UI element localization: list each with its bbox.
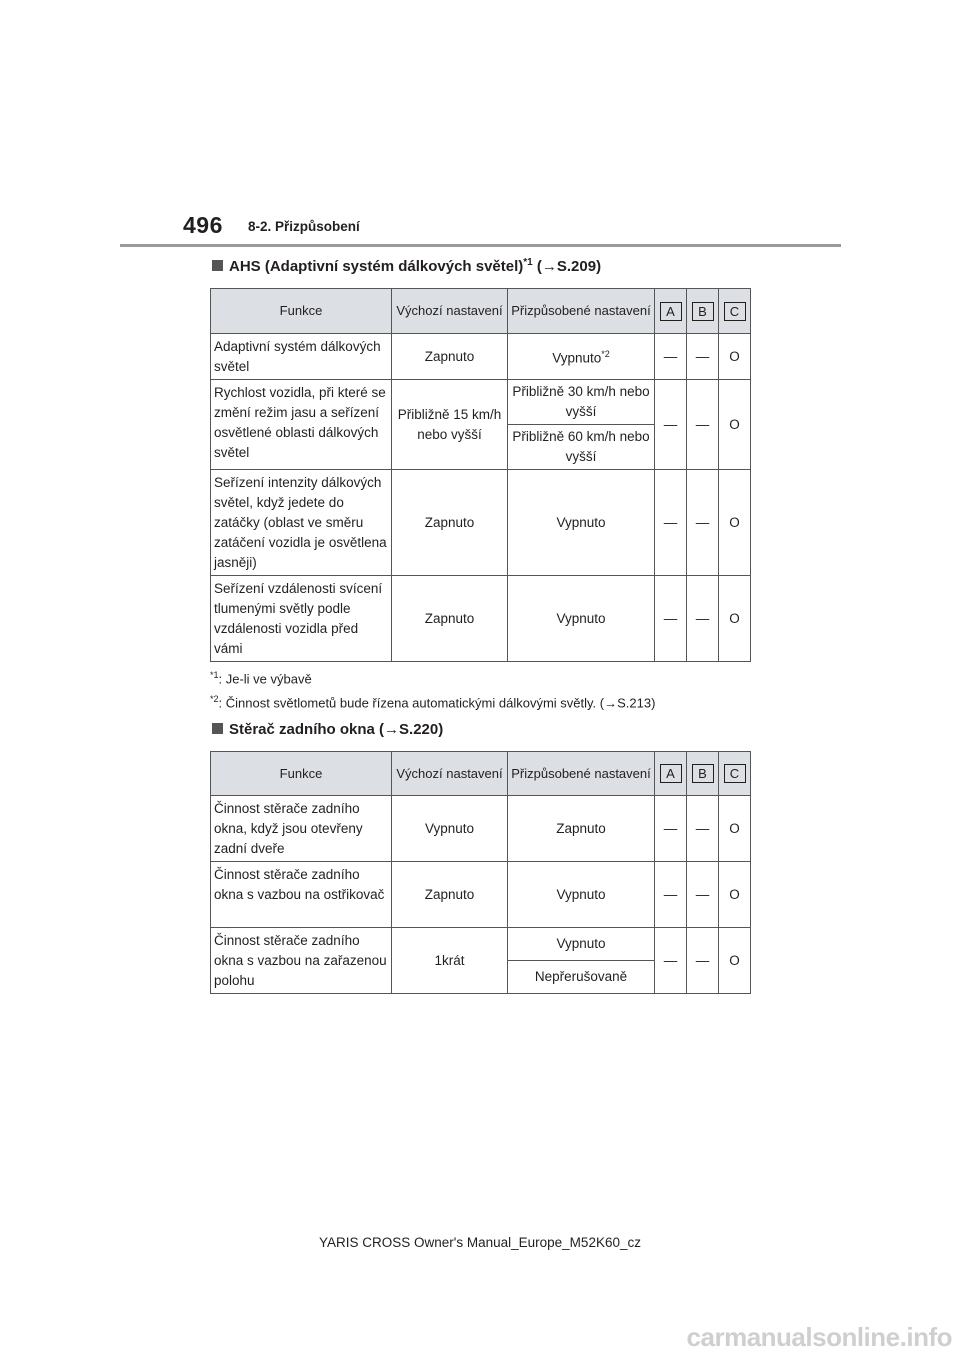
cell-custom: Vypnuto xyxy=(508,576,655,662)
table-row xyxy=(211,928,751,961)
cell-a: — xyxy=(655,380,687,470)
table-row xyxy=(211,470,751,576)
cell-b: — xyxy=(687,576,719,662)
ahs-heading-sup: *1 xyxy=(523,257,533,268)
cell-b: — xyxy=(687,470,719,576)
ahs-table xyxy=(210,288,751,662)
wiper-table-header xyxy=(211,752,751,796)
col-vychozi: Výchozí nastavení xyxy=(392,752,508,796)
col-c xyxy=(719,289,751,334)
cell-funkce: Činnost stěrače zadního okna s vazbou na ostřikovač xyxy=(211,862,392,928)
col-prizpusobene: Přizpůsobené nastavení xyxy=(508,289,655,334)
table-row xyxy=(211,576,751,662)
cell-a: — xyxy=(655,862,687,928)
box-b-icon: B xyxy=(692,302,714,321)
cell-custom-sup: *2 xyxy=(601,349,610,360)
cell-b: — xyxy=(687,796,719,862)
cell-a: — xyxy=(655,470,687,576)
col-funkce: Funkce xyxy=(211,752,392,796)
cell-a: — xyxy=(655,928,687,994)
table-row xyxy=(211,862,751,928)
page-number: 496 xyxy=(183,212,223,238)
table-row xyxy=(211,796,751,862)
cell-c: O xyxy=(719,796,751,862)
footnote-mark: *2 xyxy=(210,694,219,704)
box-b-icon: B xyxy=(692,764,714,783)
cell-b: — xyxy=(687,380,719,470)
cell-vychozi: Zapnuto xyxy=(392,862,508,928)
wiper-heading xyxy=(212,721,443,738)
box-a-icon: A xyxy=(660,764,682,783)
cell-a: — xyxy=(655,576,687,662)
cell-custom: Přibližně 60 km/h nebo vyšší xyxy=(508,425,655,470)
cell-a: — xyxy=(655,334,687,380)
cell-custom: Vypnuto xyxy=(508,928,655,961)
col-c xyxy=(719,752,751,796)
ahs-heading xyxy=(212,257,601,275)
cell-custom: Nepřerušovaně xyxy=(508,961,655,994)
header-rule xyxy=(120,244,841,247)
cell-custom: Vypnuto xyxy=(508,470,655,576)
cell-funkce: Adaptivní systém dálkových světel xyxy=(211,334,392,380)
cell-a: — xyxy=(655,796,687,862)
col-funkce: Funkce xyxy=(211,289,392,334)
col-a xyxy=(655,752,687,796)
cell-vychozi: Přibližně 15 km/h nebo vyšší xyxy=(392,380,508,470)
table-row xyxy=(211,380,751,425)
square-bullet-icon xyxy=(212,723,223,734)
cell-custom xyxy=(508,334,655,380)
cell-funkce: Seřízení intenzity dálkových světel, když jedete do zatáčky (oblast ve směru zatáčení vozidla je osvětlena jasněji) xyxy=(211,470,392,576)
cell-vychozi: Vypnuto xyxy=(392,796,508,862)
cell-b: — xyxy=(687,334,719,380)
col-b xyxy=(687,752,719,796)
ahs-heading-text: AHS (Adaptivní systém dálkových světel) xyxy=(229,258,524,275)
cell-custom-text: Vypnuto xyxy=(552,350,602,366)
ahs-table-header xyxy=(211,289,751,334)
box-a-icon: A xyxy=(660,302,682,321)
cell-c: O xyxy=(719,862,751,928)
cell-c: O xyxy=(719,928,751,994)
cell-b: — xyxy=(687,928,719,994)
col-a xyxy=(655,289,687,334)
footnote-2 xyxy=(210,694,655,710)
square-bullet-icon xyxy=(212,260,223,271)
cell-c: O xyxy=(719,576,751,662)
cell-custom: Zapnuto xyxy=(508,796,655,862)
wiper-heading-text: Stěrač zadního okna (→S.220) xyxy=(229,721,444,738)
box-c-icon: C xyxy=(724,302,746,321)
footnote-text: : Je-li ve výbavě xyxy=(218,671,312,687)
box-c-icon: C xyxy=(724,764,746,783)
footnote-mark: *1 xyxy=(210,670,219,680)
cell-c: O xyxy=(719,334,751,380)
cell-custom: Přibližně 30 km/h nebo vyšší xyxy=(508,380,655,425)
col-vychozi: Výchozí nastavení xyxy=(392,289,508,334)
section-title: 8-2. Přizpůsobení xyxy=(248,219,360,234)
cell-funkce: Činnost stěrače zadního okna s vazbou na zařazenou polohu xyxy=(211,928,392,994)
cell-b: — xyxy=(687,862,719,928)
cell-c: O xyxy=(719,470,751,576)
cell-custom: Vypnuto xyxy=(508,862,655,928)
cell-funkce: Seřízení vzdálenosti svícení tlumenými světly podle vzdálenosti vozidla před vámi xyxy=(211,576,392,662)
page-footer: YARIS CROSS Owner's Manual_Europe_M52K60_cz xyxy=(319,1235,641,1250)
cell-vychozi: 1krát xyxy=(392,928,508,994)
footnote-text: : Činnost světlometů bude řízena automatickými dálkovými světly. (→S.213) xyxy=(218,695,656,711)
watermark: carmanualsonline.info xyxy=(686,1322,952,1352)
cell-vychozi: Zapnuto xyxy=(392,470,508,576)
table-row xyxy=(211,334,751,380)
col-prizpusobene: Přizpůsobené nastavení xyxy=(508,752,655,796)
cell-funkce: Rychlost vozidla, při které se změní režim jasu a seřízení osvětlené oblasti dálkových světel xyxy=(211,380,392,470)
cell-c: O xyxy=(719,380,751,470)
cell-vychozi: Zapnuto xyxy=(392,334,508,380)
ahs-heading-ref: (→S.209) xyxy=(532,258,602,275)
wiper-table xyxy=(210,751,751,994)
col-b xyxy=(687,289,719,334)
cell-funkce: Činnost stěrače zadního okna, když jsou otevřeny zadní dveře xyxy=(211,796,392,862)
cell-vychozi: Zapnuto xyxy=(392,576,508,662)
footnote-1 xyxy=(210,670,312,686)
